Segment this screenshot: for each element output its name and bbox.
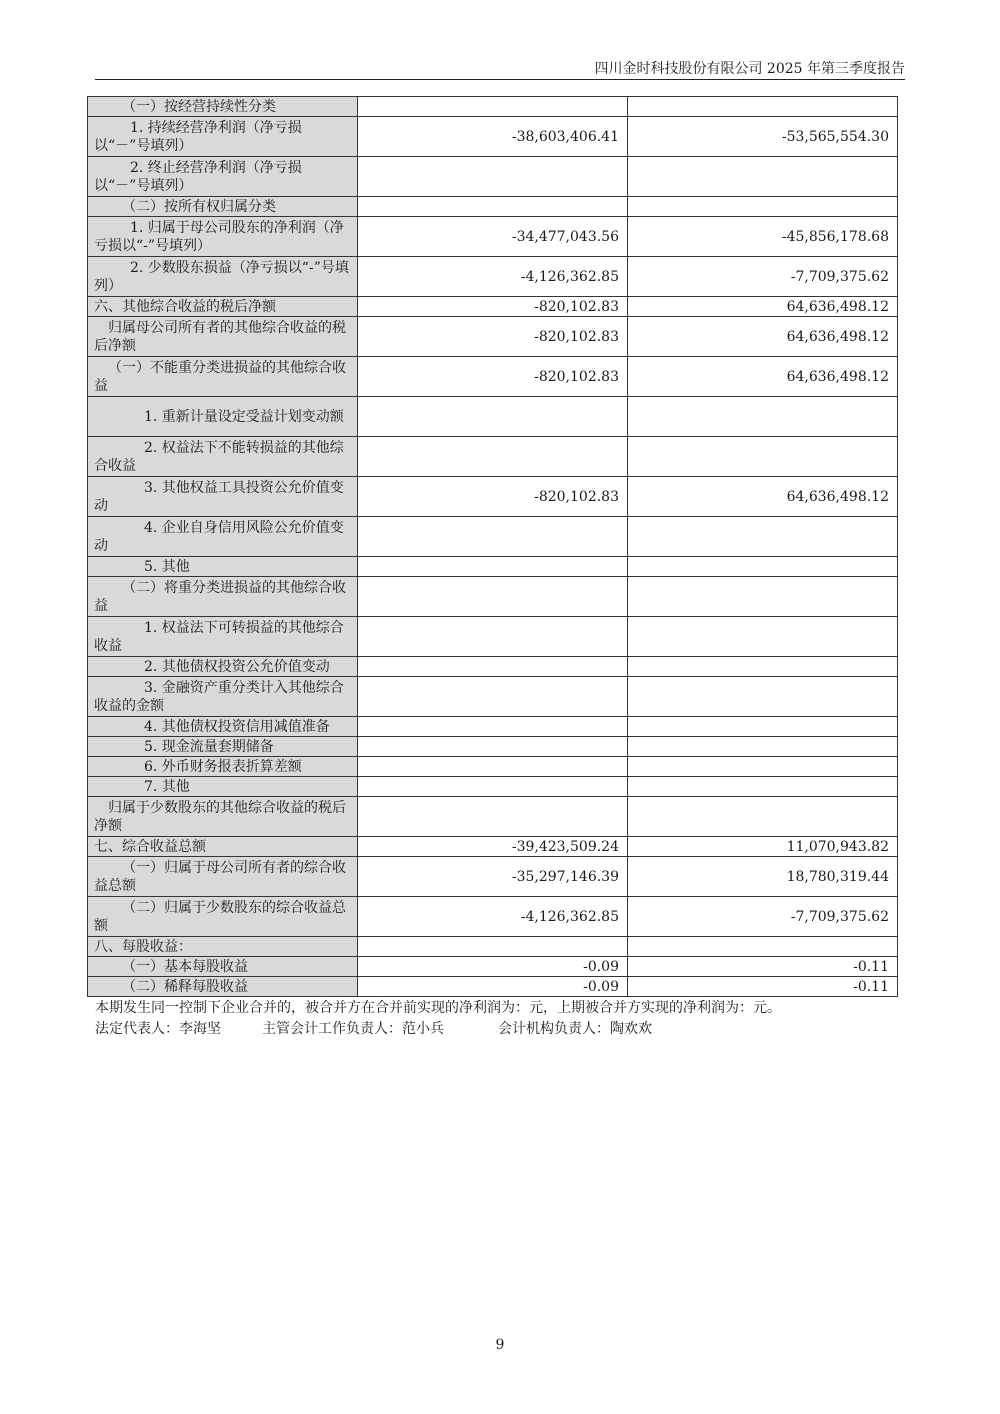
- accounting-head: 主管会计工作负责人：范小兵: [262, 1021, 444, 1037]
- current-period-value: [358, 937, 628, 957]
- current-period-value: [358, 777, 628, 797]
- table-row: [88, 757, 898, 777]
- table-row: [88, 797, 898, 837]
- prior-period-value: [628, 617, 898, 657]
- current-period-value: [358, 617, 628, 657]
- prior-period-value: [628, 197, 898, 217]
- row-label: 6. 外币财务报表折算差额: [88, 757, 358, 777]
- prior-period-value: [628, 397, 898, 437]
- table-row: [88, 397, 898, 437]
- current-period-value: -35,297,146.39: [358, 857, 628, 897]
- table-row: [88, 477, 898, 517]
- current-period-value: [358, 557, 628, 577]
- table-row: [88, 837, 898, 857]
- prior-period-value: [628, 157, 898, 197]
- table-row: [88, 577, 898, 617]
- row-label: 归属于少数股东的其他综合收益的税后净额: [88, 797, 358, 837]
- table-row: [88, 357, 898, 397]
- row-label: 2. 终止经营净利润（净亏损以“－”号填列）: [88, 157, 358, 197]
- prior-period-value: [628, 437, 898, 477]
- row-label: 1. 持续经营净利润（净亏损以“－”号填列）: [88, 117, 358, 157]
- prior-period-value: [628, 577, 898, 617]
- table-row: [88, 217, 898, 257]
- prior-period-value: [628, 97, 898, 117]
- header-rule: [95, 79, 905, 80]
- row-label: （二）按所有权归属分类: [88, 197, 358, 217]
- table-row: [88, 117, 898, 157]
- current-period-value: -0.09: [358, 957, 628, 977]
- current-period-value: [358, 657, 628, 677]
- prior-period-value: -45,856,178.68: [628, 217, 898, 257]
- prior-period-value: 64,636,498.12: [628, 357, 898, 397]
- current-period-value: -0.09: [358, 977, 628, 997]
- prior-period-value: [628, 517, 898, 557]
- prior-period-value: -53,565,554.30: [628, 117, 898, 157]
- row-label: （一）基本每股收益: [88, 957, 358, 977]
- table-row: [88, 897, 898, 937]
- row-label: 1. 重新计量设定受益计划变动额: [88, 397, 358, 437]
- prior-period-value: 11,070,943.82: [628, 837, 898, 857]
- row-label: 1. 权益法下可转损益的其他综合收益: [88, 617, 358, 657]
- current-period-value: [358, 757, 628, 777]
- row-label: 3. 金融资产重分类计入其他综合收益的金额: [88, 677, 358, 717]
- table-row: [88, 657, 898, 677]
- prior-period-value: -7,709,375.62: [628, 897, 898, 937]
- prior-period-value: -0.11: [628, 977, 898, 997]
- prior-period-value: -7,709,375.62: [628, 257, 898, 297]
- prior-period-value: [628, 777, 898, 797]
- row-label: （二）稀释每股收益: [88, 977, 358, 997]
- report-header: 四川金时科技股份有限公司 2025 年第三季度报告: [594, 61, 905, 77]
- row-label: 5. 现金流量套期储备: [88, 737, 358, 757]
- current-period-value: [358, 797, 628, 837]
- current-period-value: -820,102.83: [358, 317, 628, 357]
- prior-period-value: [628, 937, 898, 957]
- current-period-value: [358, 577, 628, 617]
- income-statement-body: [88, 97, 898, 997]
- row-label: 2. 权益法下不能转损益的其他综合收益: [88, 437, 358, 477]
- row-label: 2. 其他债权投资公允价值变动: [88, 657, 358, 677]
- current-period-value: -820,102.83: [358, 357, 628, 397]
- prior-period-value: 64,636,498.12: [628, 477, 898, 517]
- table-row: [88, 677, 898, 717]
- row-label: （一）不能重分类进损益的其他综合收益: [88, 357, 358, 397]
- row-label: 4. 其他债权投资信用减值准备: [88, 717, 358, 737]
- table-row: [88, 437, 898, 477]
- current-period-value: [358, 397, 628, 437]
- prior-period-value: -0.11: [628, 957, 898, 977]
- table-row: [88, 977, 898, 997]
- row-label: 5. 其他: [88, 557, 358, 577]
- table-row: [88, 737, 898, 757]
- prior-period-value: [628, 677, 898, 717]
- current-period-value: [358, 677, 628, 717]
- current-period-value: -820,102.83: [358, 297, 628, 317]
- row-label: 七、综合收益总额: [88, 837, 358, 857]
- table-row: [88, 317, 898, 357]
- row-label: 2. 少数股东损益（净亏损以“-”号填列）: [88, 257, 358, 297]
- prior-period-value: [628, 737, 898, 757]
- table-row: [88, 157, 898, 197]
- current-period-value: [358, 517, 628, 557]
- table-row: [88, 97, 898, 117]
- current-period-value: -34,477,043.56: [358, 217, 628, 257]
- current-period-value: -38,603,406.41: [358, 117, 628, 157]
- table-row: [88, 857, 898, 897]
- row-label: 八、每股收益：: [88, 937, 358, 957]
- current-period-value: [358, 737, 628, 757]
- prior-period-value: [628, 757, 898, 777]
- row-label: 1. 归属于母公司股东的净利润（净亏损以“-”号填列）: [88, 217, 358, 257]
- row-label: （二）将重分类进损益的其他综合收益: [88, 577, 358, 617]
- row-label: 7. 其他: [88, 777, 358, 797]
- table-row: [88, 717, 898, 737]
- table-row: [88, 197, 898, 217]
- row-label: 归属母公司所有者的其他综合收益的税后净额: [88, 317, 358, 357]
- table-row: [88, 297, 898, 317]
- row-label: 六、其他综合收益的税后净额: [88, 297, 358, 317]
- prior-period-value: 18,780,319.44: [628, 857, 898, 897]
- table-row: [88, 777, 898, 797]
- prior-period-value: 64,636,498.12: [628, 317, 898, 357]
- merger-note: 本期发生同一控制下企业合并的，被合并方在合并前实现的净利润为：元，上期被合并方实现的净利润为：元。: [95, 1000, 781, 1016]
- prior-period-value: [628, 557, 898, 577]
- income-statement-table: [87, 96, 898, 997]
- prior-period-value: [628, 657, 898, 677]
- row-label: （一）归属于母公司所有者的综合收益总额: [88, 857, 358, 897]
- current-period-value: -39,423,509.24: [358, 837, 628, 857]
- prior-period-value: 64,636,498.12: [628, 297, 898, 317]
- table-row: [88, 617, 898, 657]
- current-period-value: [358, 97, 628, 117]
- legal-representative: 法定代表人：李海坚: [95, 1021, 221, 1037]
- current-period-value: -4,126,362.85: [358, 257, 628, 297]
- table-row: [88, 517, 898, 557]
- current-period-value: [358, 157, 628, 197]
- current-period-value: -4,126,362.85: [358, 897, 628, 937]
- signature-line: [95, 1019, 652, 1039]
- current-period-value: [358, 437, 628, 477]
- accounting-dept-head: 会计机构负责人：陶欢欢: [498, 1021, 652, 1037]
- prior-period-value: [628, 797, 898, 837]
- row-label: 4. 企业自身信用风险公允价值变动: [88, 517, 358, 557]
- prior-period-value: [628, 717, 898, 737]
- table-row: [88, 937, 898, 957]
- current-period-value: -820,102.83: [358, 477, 628, 517]
- table-row: [88, 257, 898, 297]
- row-label: 3. 其他权益工具投资公允价值变动: [88, 477, 358, 517]
- table-row: [88, 957, 898, 977]
- table-row: [88, 557, 898, 577]
- current-period-value: [358, 197, 628, 217]
- page-number: 9: [495, 1337, 505, 1353]
- row-label: （二）归属于少数股东的综合收益总额: [88, 897, 358, 937]
- current-period-value: [358, 717, 628, 737]
- row-label: （一）按经营持续性分类: [88, 97, 358, 117]
